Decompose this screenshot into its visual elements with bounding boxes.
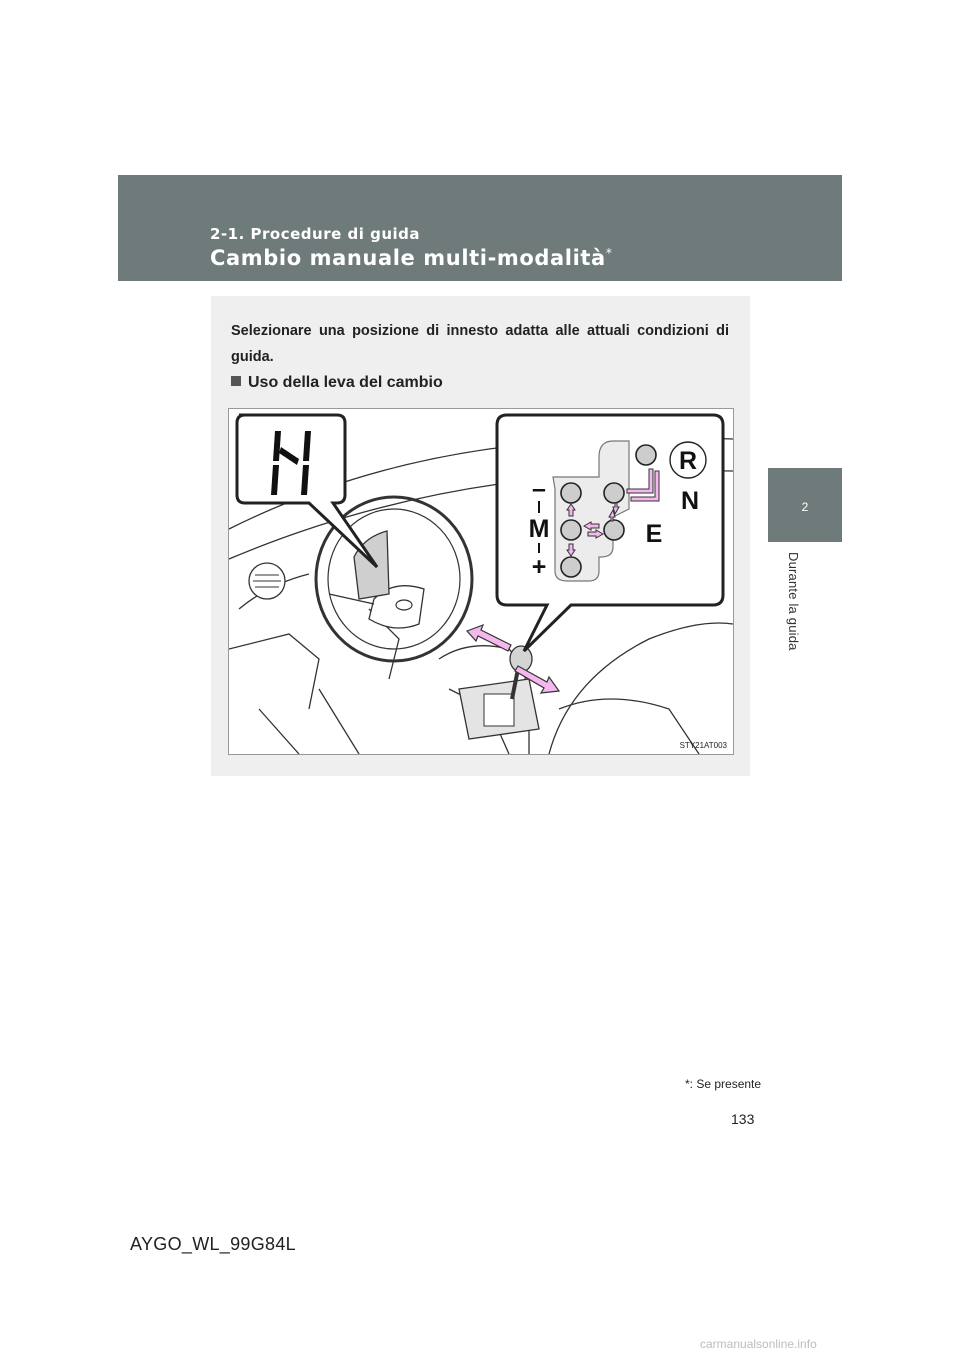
gear-m-label: M	[528, 515, 550, 543]
content-box	[211, 296, 750, 776]
gear-plus-label: +	[531, 553, 547, 581]
square-bullet-icon	[231, 376, 241, 386]
page-number: 133	[731, 1111, 755, 1127]
gear-r-label: R	[678, 447, 698, 475]
watermark: carmanualsonline.info	[700, 1337, 817, 1351]
chapter-number: 2	[801, 500, 809, 514]
page-title	[210, 246, 612, 270]
gear-minus-label: –	[532, 475, 546, 503]
title-footnote-mark: *	[605, 246, 613, 260]
chapter-tab	[768, 468, 842, 542]
footnote	[685, 1077, 761, 1091]
page-title-text: Cambio manuale multi-modalità	[210, 246, 606, 270]
intro-text: Selezionare una posizione di innesto adatta alle attuali condizioni di guida.	[231, 323, 729, 365]
subheading-text: Uso della leva del cambio	[248, 374, 443, 391]
page-header	[118, 175, 842, 281]
shift-lever-illustration	[228, 408, 734, 755]
gear-e-label: E	[645, 520, 663, 548]
footnote-mark: *	[685, 1077, 690, 1091]
document-code: AYGO_WL_99G84L	[130, 1234, 296, 1254]
footnote-text: : Se presente	[689, 1077, 762, 1091]
chapter-label: Durante la guida	[786, 552, 801, 651]
illustration-svg	[229, 409, 733, 754]
gear-n-label: N	[680, 487, 700, 515]
subheading	[231, 374, 443, 392]
figure-code: STY21AT003	[679, 741, 727, 750]
section-label: 2-1. Procedure di guida	[210, 225, 421, 243]
